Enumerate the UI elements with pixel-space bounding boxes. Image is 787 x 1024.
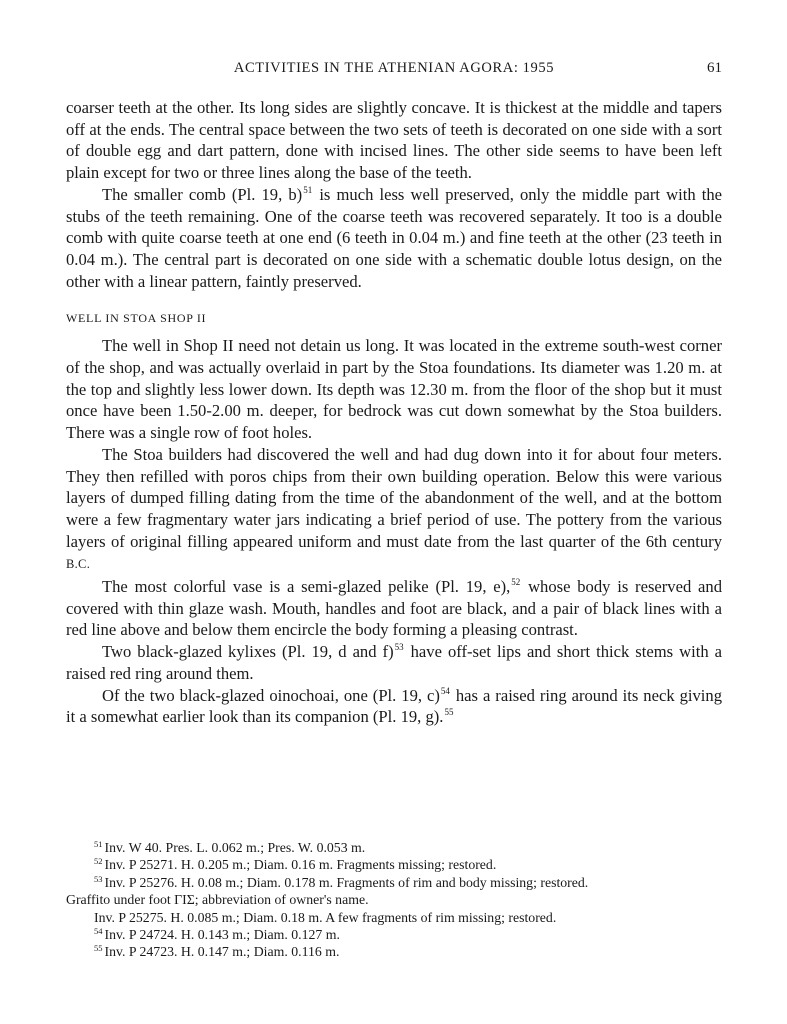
paragraph-kylixes [66,641,722,684]
footnote-number: 53 [94,873,103,884]
footnote-ref-54[interactable]: 54 [440,685,450,696]
footnote-53 [66,874,732,891]
paragraph-text: is much less well preserved, only the middle part with the stubs of the teeth remaining. One of the coarse teeth was recovered separately. It too is a double comb with quite coarse teeth at one end (6 teeth in 0.04 m.) and fine teeth at the other (23 teeth in 0.04 m.). The central part is decorated on one side with a schematic double lotus design, on the other with a linear pattern, faintly preserved. [66,184,723,291]
paragraph-well-description [66,335,722,444]
footnote-ref-53[interactable]: 53 [394,642,404,653]
paragraph-comb-description [66,97,722,184]
paragraph-smaller-comb [66,184,722,293]
footnote-53-extra: Inv. P 25275. H. 0.085 m.; Diam. 0.18 m. A few fragments of rim missing; restored. [94,909,557,925]
footnote-text: Inv. P 24724. H. 0.143 m.; Diam. 0.127 m. [104,927,340,943]
footnote-text: Inv. P 25271. H. 0.205 m.; Diam. 0.16 m. Fragments missing; restored. [104,857,497,873]
footnote-text: Inv. W 40. Pres. L. 0.062 m.; Pres. W. 0.053 m. [104,840,366,855]
footnote-51 [66,839,732,856]
main-text [66,97,722,728]
footnotes [66,839,732,961]
footnote-ref-52[interactable]: 52 [511,577,521,588]
footnote-54 [66,926,732,943]
paragraph-text: have off-set lips and short thick stems with a raised red ring around them. [66,642,722,683]
section-heading: WELL IN STOA SHOP II [66,311,207,326]
footnote-55 [66,943,732,960]
footnote-number: 51 [94,839,103,849]
footnote-text: Inv. P 24723. H. 0.147 m.; Diam. 0.116 m. [104,944,340,960]
paragraph-text: The well in Shop II need not detain us long. It was located in the extreme south-west corner of the shop, and was actually overlaid in part by the Stoa foundations. Its diameter was 1.20 m. at the top and slightly less lower down. Its depth was 12.30 m. from the floor of the shop but it must once have been 1.50-2.00 m. deeper, for bedrock was cut down somewhat by the Stoa builders. There was a single row of foot holes. [66,336,722,443]
paragraph-well-filling [66,444,722,576]
paragraph-text: The Stoa builders had discovered the well and had dug down into it for about four meters. They then refilled with poros chips from their own building operation. Below this were various layers of dumped filling dating from the time of the abandonment of the well, and at the bottom were a few fragmentary water jars indicating a brief period of use. The pottery from the various layers of original filling appeared uniform and must date from the last quarter of the 6th century [66,444,722,551]
paragraph-text: The most colorful vase is a semi-glazed pelike (Pl. 19, e), [102,577,511,597]
paragraph-text: Two black-glazed kylixes (Pl. 19, d and f) [102,642,394,662]
footnote-53-continued: Graffito under foot ΓΙΣ; abbreviation of owner's name. [66,892,369,908]
footnote-number: 55 [94,943,103,954]
footnote-ref-55[interactable]: 55 [444,707,454,718]
footnote-number: 54 [94,926,103,937]
footnote-52 [66,856,732,873]
running-title: ACTIVITIES IN THE ATHENIAN AGORA: 1955 [233,60,555,76]
paragraph-text: has a raised ring around its neck giving it a somewhat earlier look than its companion (Pl. 19, g). [66,685,723,727]
footnote-text: Inv. P 25276. H. 0.08 m.; Diam. 0.178 m. Fragments of rim and body missing; restored. [104,874,589,890]
paragraph-pelike [66,576,722,641]
paragraph-text: The smaller comb (Pl. 19, b) [102,184,303,204]
page-number: 61 [707,60,722,76]
footnote-ref-51[interactable]: 51 [303,184,313,195]
era-abbreviation: B.C. [66,557,91,572]
paragraph-text: coarser teeth at the other. Its long sides are slightly concave. It is thickest at the middle and tapers off at the ends. The central space between the two sets of teeth is decorated on one side with a sort of double egg and dart pattern, done with incised lines. The other side seems to have been left plain except for two or three lines along the base of the teeth. [66,98,722,183]
paragraph-text: Of the two black-glazed oinochoai, one (Pl. 19, c) [102,685,440,705]
running-header [66,60,722,82]
paragraph-oinochoai [66,685,722,728]
footnote-number: 52 [94,856,103,867]
paragraph-text: whose body is reserved and covered with thin glaze wash. Mouth, handles and foot are black, and a pair of black lines with a red line above and below them encircle the body forming a pleasing contrast. [66,577,722,640]
